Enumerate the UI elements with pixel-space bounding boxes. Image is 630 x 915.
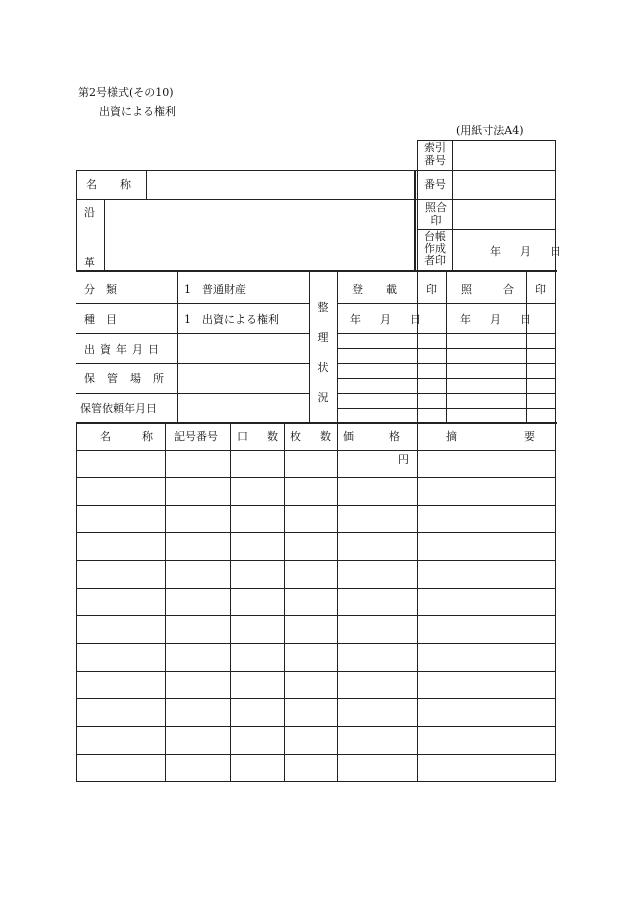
- category-label: 分 類: [84, 283, 117, 296]
- col-remarks: 摘 要: [446, 430, 563, 443]
- ledger-date: 年 月 日: [490, 245, 565, 258]
- type-label: 種 目: [84, 313, 117, 326]
- col-units: 口 数: [237, 430, 282, 443]
- history-label-top: 沿: [84, 206, 95, 219]
- col-code: 記号番号: [174, 430, 218, 443]
- col-price: 価 格: [343, 430, 412, 443]
- index-number-label: 索引番号: [424, 141, 446, 167]
- form-number: 第2号様式(その10): [78, 86, 174, 99]
- check-seal-label: 照合印: [425, 201, 447, 227]
- price-unit: 円: [398, 453, 409, 466]
- name-label: 名 称: [86, 178, 137, 191]
- entry-seal-label: 印: [426, 283, 437, 296]
- page-title: 出資による権利: [99, 105, 176, 118]
- entry-label: 登 載: [352, 283, 403, 296]
- check-label: 照 合: [461, 283, 524, 296]
- check-date: 年 月 日: [460, 313, 535, 326]
- investment-date-label: 出資年月日: [84, 343, 164, 356]
- check-seal-label-2: 印: [535, 283, 546, 296]
- storage-request-date-label: 保管依頼年月日: [80, 402, 157, 415]
- col-sheets: 枚 数: [290, 430, 335, 443]
- ledger-creator-label: 台帳作成者印: [424, 230, 446, 267]
- entry-date: 年 月 日: [350, 313, 425, 326]
- storage-place-label: 保管場所: [84, 372, 176, 385]
- number-label: 番号: [424, 178, 446, 191]
- category-value: 1 普通財産: [184, 283, 246, 296]
- col-name: 名 称: [100, 430, 163, 443]
- history-label-bottom: 革: [84, 256, 95, 269]
- status-label: 整理状況: [317, 301, 329, 404]
- paper-size-note: (用紙寸法A4): [456, 124, 524, 137]
- type-value: 1 出資による権利: [184, 313, 279, 326]
